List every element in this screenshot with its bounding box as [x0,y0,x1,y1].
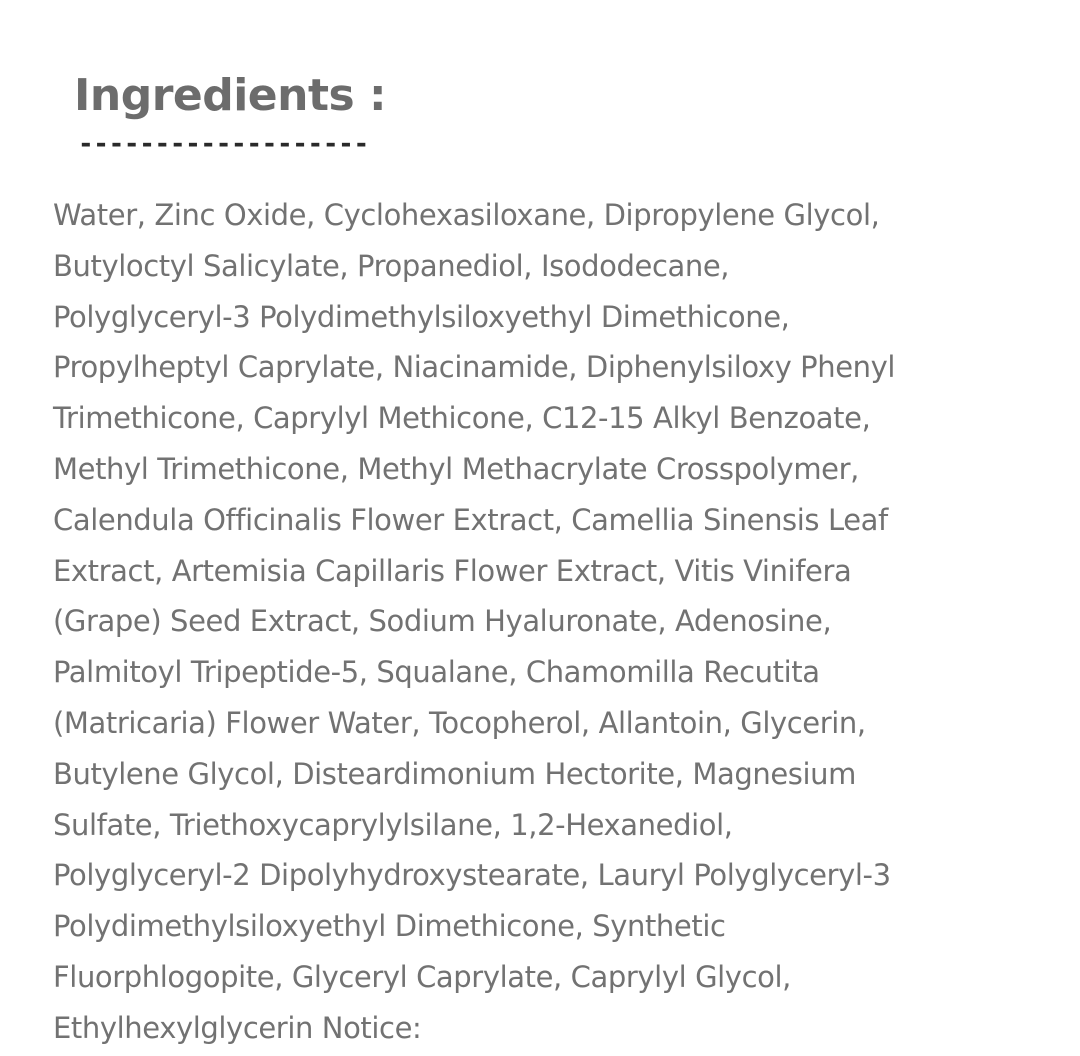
ingredients-line: Ethylhexylglycerin Notice: [53,1010,422,1045]
ingredients-line: Polyglyceryl-3 Polydimethylsiloxyethyl Dimethicone, [53,299,790,334]
ingredients-line: Palmitoyl Tripeptide-5, Squalane, Chamomilla Recutita [53,655,820,690]
ingredients-list [53,190,1053,1054]
ingredients-line: Water, Zinc Oxide, Cyclohexasiloxane, Dipropylene Glycol, [53,198,880,232]
ingredients-line: (Matricaria) Flower Water, Tocopherol, Allantoin, Glycerin, [53,705,866,740]
ingredients-line: Polydimethylsiloxyethyl Dimethicone, Synthetic [53,909,726,944]
ingredients-line: (Grape) Seed Extract, Sodium Hyaluronate, Adenosine, [53,604,832,639]
ingredients-line: Trimethicone, Caprylyl Methicone, C12-15 Alkyl Benzoate, [53,401,871,436]
ingredients-line: Butylene Glycol, Disteardimonium Hectorite, Magnesium [53,756,857,791]
ingredients-line: Propylheptyl Caprylate, Niacinamide, Diphenylsiloxy Phenyl [53,350,896,385]
ingredients-line: Fluorphlogopite, Glyceryl Caprylate, Caprylyl Glycol, [53,959,791,994]
ingredients-line: Calendula Officinalis Flower Extract, Camellia Sinensis Leaf [53,502,888,537]
ingredients-line: Butyloctyl Salicylate, Propanediol, Isododecane, [53,248,730,283]
ingredients-heading: Ingredients : [74,70,387,121]
ingredients-line: Sulfate, Triethoxycaprylylsilane, 1,2-Hexanediol, [53,807,733,842]
ingredients-line: Polyglyceryl-2 Dipolyhydroxystearate, Lauryl Polyglyceryl-3 [53,858,891,893]
ingredients-line: Extract, Artemisia Capillaris Flower Extract, Vitis Vinifera [53,553,852,588]
ingredients-line: Methyl Trimethicone, Methyl Methacrylate Crosspolymer, [53,451,859,486]
heading-divider: ------------------- [78,129,369,159]
